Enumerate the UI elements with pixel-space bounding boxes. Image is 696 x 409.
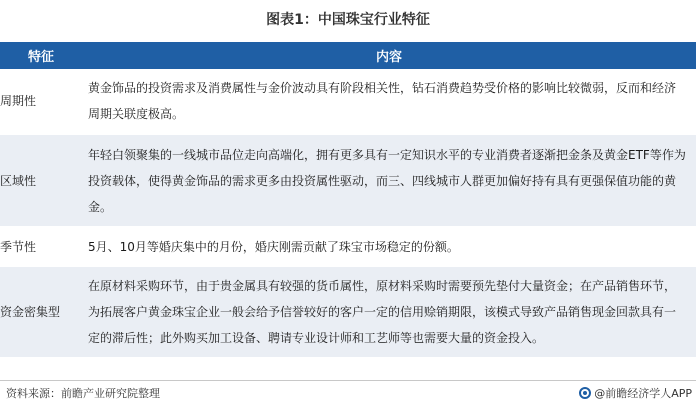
table-row: [0, 227, 696, 266]
header-feature: 特征: [0, 42, 82, 69]
table-row: [0, 266, 696, 358]
header-content: 内容: [82, 42, 696, 69]
brand-label: @前瞻经济学人APP: [594, 387, 692, 400]
feature-cell: 区域性: [0, 134, 82, 227]
source-note: 资料来源：前瞻产业研究院整理: [6, 387, 160, 400]
content-cell: 年轻白领聚集的一线城市品位走向高端化，拥有更多具有一定知识水平的专业消费者逐渐把金条及黄金ETF等作为投资载体，使得黄金饰品的需求更多由投资属性驱动，而三、四线城市人群更加偏好持有具有更强保值功能的黄金。: [82, 134, 696, 227]
brand: [579, 385, 692, 401]
table-row: [0, 134, 696, 227]
feature-cell: 资金密集型: [0, 266, 82, 358]
table-row: [0, 69, 696, 134]
footer: [0, 380, 696, 403]
feature-cell: 季节性: [0, 227, 82, 266]
feature-cell: 周期性: [0, 69, 82, 134]
brand-logo-icon: [579, 387, 591, 399]
chart-title: 图表1：中国珠宝行业特征: [266, 12, 430, 28]
content-cell: 黄金饰品的投资需求及消费属性与金价波动具有阶段相关性，钻石消费趋势受价格的影响比较微弱，反而和经济周期关联度极高。: [82, 69, 696, 134]
table-header-row: [0, 42, 696, 69]
content-cell: 5月、10月等婚庆集中的月份，婚庆刚需贡献了珠宝市场稳定的份额。: [82, 227, 696, 266]
content-cell: 在原材料采购环节，由于贵金属具有较强的货币属性，原材料采购时需要预先垫付大量资金；在产品销售环节，为拓展客户黄金珠宝企业一般会给予信誉较好的客户一定的信用赊销期限，该模式导致产品销售现金回款具有一定的滞后性；此外购买加工设备、聘请专业设计师和工艺师等也需要大量的资金投入。: [82, 266, 696, 358]
features-table: [0, 42, 696, 359]
